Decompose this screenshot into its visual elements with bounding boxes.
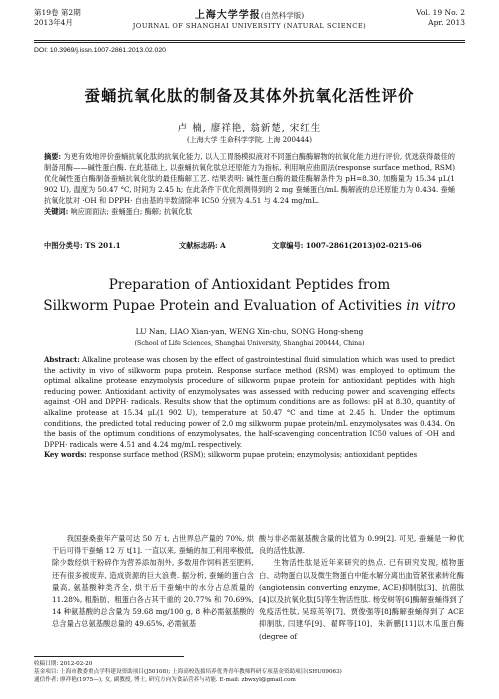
- body-paragraph: 生物活性肽是近年来研究的热点. 已有研究发现, 植物蛋白、动物蛋白以及微生物蛋白中能水解分离出血管紧张素转化酶(angiotensin converting enzyme, ACE)抑制肽[3]、抗菌肽[4]以及抗氧化肽[5]等生物活性肽. 杨安树等[6]酶解蚕蛹得到了免疫活性肽, 吴琼英等[7]、贾俊强等[8]酶解蚕蛹得到了 ACE 抑制肽, 闫建华[9]、翟晖等[10]、朱新鹏[11]以木瓜蛋白酶(degree of: [259, 558, 464, 641]
- title-en-line1: Preparation of Antioxidant Peptides from: [108, 277, 391, 293]
- title-en-line2: [0, 296, 499, 317]
- body-paragraph: 我国蚕桑蚕年产量可达 50 万 t, 占世界总产量的 70%, 烘干后可得干蚕蛹 12 万 t[1]. 一直以来, 蚕蛹的加工利用率极低, 除少数经烘干粉碎作为营养添加剂外, 多数用作饲料甚至肥料, 还有很多被废弃, 造成资源的巨大浪费. 据分析, 蚕蛹的蛋白含量高, 氨基酸种类齐全, 烘干后干蚕蛹中的水分占总质量的 11.28%, 粗脂肪、粗蛋白各占其干重的 20.77% 和 70.69%, 14 种氨基酸的总含量为 59.68 mg/100 g, 8 种必需氨基酸的总含量占总氨基酸总量的 49.65%, 必需氨基: [52, 534, 254, 629]
- keywords-cn-label: 关键词:: [44, 206, 69, 216]
- title-en-italic: in vitro: [406, 298, 456, 314]
- classification-row: [44, 241, 455, 252]
- header-right: [416, 8, 465, 28]
- body-paragraph: 酸与非必需氨基酸含量的比值为 0.99[2]. 可见, 蚕蛹是一种优良的活性肽源.: [259, 534, 464, 556]
- fund-info: 基金项目: 上海市教委重点学科建设资助项目(J50108); 上海高校选拔培养优秀青年教师科研专项基金资助项目(SHU09063): [34, 669, 342, 676]
- journal-subtitle-cn: (自然科学版): [260, 11, 305, 20]
- received-date: 收稿日期: 2012-02-20: [34, 661, 93, 667]
- journal-name-en: JOURNAL OF SHANGHAI UNIVERSITY (NATURAL SCIENCE): [132, 22, 367, 30]
- journal-name-cn: [34, 6, 465, 21]
- affiliation-en: (School of Life Sciences, Shanghai University, Shanghai 200444, China): [134, 340, 365, 347]
- affiliation-cn: (上海大学 生命科学学院, 上海 200444): [186, 136, 313, 144]
- corresponding-author: 通信作者: 廖祥艳(1975—), 女, 副教授, 博士, 研究方向为食品营养与功能. E-mail: zbwxyl@gmail.com: [34, 677, 296, 684]
- header-center: [34, 6, 465, 30]
- date-cn: 2013年4月: [34, 18, 73, 27]
- body-column-left: [52, 533, 254, 631]
- header-rule: [34, 40, 465, 41]
- volume-en: Vol. 19 No. 2: [416, 8, 465, 17]
- abstract-en-label: Abstract:: [44, 355, 80, 364]
- abstract-cn-label: 摘要:: [44, 152, 62, 161]
- keywords-cn-text: 响应面面法; 蚕蛹蛋白; 酶解; 抗氧化肽: [70, 206, 193, 216]
- footnotes: [34, 660, 465, 685]
- title-cn: 蚕蛹抗氧化肽的制备及其体外抗氧化活性评价: [84, 86, 415, 105]
- authors-cn: 卢 楠, 廖祥艳, 翁新楚, 宋红生: [177, 123, 322, 134]
- journal-title-cn: 上海大学学报: [194, 10, 261, 21]
- header-rule-thin: [34, 42, 465, 43]
- footnote-rule: [34, 656, 184, 657]
- date-en: Apr. 2013: [428, 18, 465, 27]
- doi: DOI: 10.3969/j.issn.1007-2861.2013.02.020: [34, 47, 166, 54]
- abstract-en-text: Alkaline protease was chosen by the effect of gastrointestinal fluid simulation which was used to predict the activity in vivo of silkworm pupa protein. Response surface method (RSM) was employed to optimum the optimal alkaline protease enzymolysis procedure of silkworm pupae protein for antioxidant peptides with high reducing power. Antioxidant activity of enzymolysates was assessed with reducing power and scavenging effects against ·OH and DPPH· radicals. Results show that the optimum conditions are as follows: pH at 8.30, quantity of alkaline protease at 15.34 μL(1 902 U), temperature at 50.47 °C and time at 2.45 h. Under the optimum conditions, the predicted total reducing power of 2.0 mg silkworm pupae protein/mL enzymolysates was 0.434. On the basis of the optimum conditions of enzymolysates, the half-scavenging concentration IC50 values of ·OH and DPPH· radicals were 4.51 and 4.24 mg/mL respectively.: [44, 356, 455, 449]
- keywords-en-label: Key words:: [44, 450, 87, 460]
- body-column-right: [259, 533, 464, 643]
- volume-cn: 第19卷 第2期: [34, 8, 81, 17]
- authors-en: LU Nan, LIAO Xian-yan, WENG Xin-chu, SONG Hong-sheng: [135, 327, 364, 336]
- title-en-line2-text: Silkworm Pupae Protein and Evaluation of Activities: [43, 298, 407, 314]
- title-en: [0, 275, 499, 317]
- article-number: 文章编号: 1007-2861(2013)02-0215-06: [272, 241, 422, 250]
- clc-number: 中图分类号: TS 201.1: [44, 241, 121, 250]
- keywords-en-text: response surface method (RSM); silkworm pupae protein; enzymolysis; antioxidant peptides: [88, 451, 418, 460]
- abstract-cn: [44, 152, 455, 217]
- abstract-en: [44, 355, 455, 461]
- abstract-cn-text: 为更有效地评价蚕蛹抗氧化肽的抗氧化能力, 以人工胃肠模拟液对不同蛋白酶酶解物的抗氧化能力进行评价, 优选获得最佳的制备用酶——碱性蛋白酶. 在此基础上, 以蚕蛹抗氧化肽总还原能力为指标, 利用响应曲面法(response surface method, RSM)优化碱性蛋白酶制备蚕蛹抗氧化肽的最佳酶解工艺. 结果表明: 碱性蛋白酶的最佳酶解条件为 pH=8.30, 加酶量为 15.34 μL(1 902 U), 温度为 50.47 °C, 时间为 2.45 h; 在此条件下优化预测得到的 2 mg 蚕蛹蛋白/mL 酶解液的总还原能力为 0.434. 蚕蛹抗氧化肽对 ·OH 和 DPPH· 自由基的半数清除率 IC50 分别为 4.51 与 4.24 mg/mL.: [44, 152, 455, 205]
- document-code: 文献标志码: A: [179, 241, 226, 250]
- running-header: [34, 6, 465, 50]
